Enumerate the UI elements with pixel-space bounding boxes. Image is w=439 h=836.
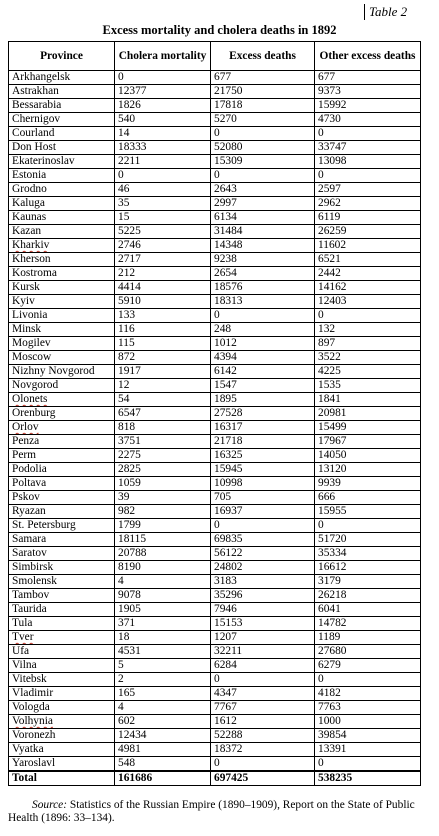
cell-excess: 0: [211, 673, 315, 687]
table-row: [9, 85, 421, 99]
cell-other: 0: [315, 309, 421, 323]
cell-province: Vilna: [9, 659, 115, 673]
cell-excess: 2997: [211, 197, 315, 211]
cell-excess: 1612: [211, 715, 315, 729]
table-row: [9, 239, 421, 253]
cell-cholera: 6547: [115, 407, 211, 421]
cell-other: 13120: [315, 463, 421, 477]
cell-other: 33747: [315, 141, 421, 155]
table-row: [9, 701, 421, 715]
cell-province: Vologda: [9, 701, 115, 715]
cell-province: [9, 715, 115, 729]
cell-province: Astrakhan: [9, 85, 115, 99]
table-row: [9, 421, 421, 435]
cell-other: 35334: [315, 547, 421, 561]
cell-excess: 6284: [211, 659, 315, 673]
cell-cholera: 1917: [115, 365, 211, 379]
source-label: Source:: [32, 799, 68, 811]
cell-province: Perm: [9, 449, 115, 463]
cell-other: 2962: [315, 197, 421, 211]
cell-other: 1841: [315, 393, 421, 407]
cell-other: 0: [315, 673, 421, 687]
table-row: [9, 645, 421, 659]
cell-cholera: 1059: [115, 477, 211, 491]
cell-province: Kursk: [9, 281, 115, 295]
table-row: [9, 155, 421, 169]
table-row: [9, 295, 421, 309]
cell-province: Taurida: [9, 603, 115, 617]
cell-excess: 705: [211, 491, 315, 505]
cell-other: 132: [315, 323, 421, 337]
cell-province: Kaluga: [9, 197, 115, 211]
cell-other: 897: [315, 337, 421, 351]
mortality-table: [8, 41, 421, 786]
spellcheck-marked-text: Olonets: [12, 393, 48, 405]
cell-cholera: 18333: [115, 141, 211, 155]
cell-province: Orenburg: [9, 407, 115, 421]
table-row: [9, 603, 421, 617]
cell-other: 17967: [315, 435, 421, 449]
cell-province: Kherson: [9, 253, 115, 267]
table-row: [9, 323, 421, 337]
cell-cholera: 4: [115, 701, 211, 715]
cell-excess: 6142: [211, 365, 315, 379]
cell-cholera: 54: [115, 393, 211, 407]
cell-other: 666: [315, 491, 421, 505]
cell-other: 39854: [315, 729, 421, 743]
cell-cholera: 1799: [115, 519, 211, 533]
cell-cholera: 818: [115, 421, 211, 435]
table-row: [9, 561, 421, 575]
table-row: [9, 71, 421, 85]
cell-province: [9, 421, 115, 435]
cell-province: Estonia: [9, 169, 115, 183]
cell-excess: 2654: [211, 267, 315, 281]
cell-excess: 0: [211, 309, 315, 323]
cell-province: Ryazan: [9, 505, 115, 519]
cell-other: 13391: [315, 743, 421, 757]
cell-cholera: 12: [115, 379, 211, 393]
cell-other: 6041: [315, 603, 421, 617]
cell-cholera: 3751: [115, 435, 211, 449]
cell-province: Minsk: [9, 323, 115, 337]
table-row: [9, 253, 421, 267]
table-row: [9, 505, 421, 519]
cell-province: Novgorod: [9, 379, 115, 393]
cell-excess: 16325: [211, 449, 315, 463]
cell-other: 4730: [315, 113, 421, 127]
cell-province: Kostroma: [9, 267, 115, 281]
cell-province: Livonia: [9, 309, 115, 323]
table-row: [9, 365, 421, 379]
total-row: [9, 771, 421, 786]
cell-other: 4225: [315, 365, 421, 379]
cell-cholera: 4531: [115, 645, 211, 659]
cell-other: 13098: [315, 155, 421, 169]
table-row: [9, 743, 421, 757]
table-row: [9, 715, 421, 729]
cell-cholera: 35: [115, 197, 211, 211]
table-row: [9, 393, 421, 407]
cell-province: Bessarabia: [9, 99, 115, 113]
cell-cholera: 133: [115, 309, 211, 323]
cell-excess: 52080: [211, 141, 315, 155]
cell-other: 12403: [315, 295, 421, 309]
cell-cholera: 2275: [115, 449, 211, 463]
table-row: [9, 127, 421, 141]
cell-other: 16612: [315, 561, 421, 575]
cell-other: 1189: [315, 631, 421, 645]
header-excess-deaths: Excess deaths: [211, 42, 315, 71]
cell-province: Don Host: [9, 141, 115, 155]
cell-cholera: 212: [115, 267, 211, 281]
cell-province: Nizhny Novgorod: [9, 365, 115, 379]
cell-other: 11602: [315, 239, 421, 253]
cell-province: Simbirsk: [9, 561, 115, 575]
cell-province: [9, 631, 115, 645]
cell-excess: 21718: [211, 435, 315, 449]
cell-cholera: 602: [115, 715, 211, 729]
cell-cholera: 12377: [115, 85, 211, 99]
cell-other: 0: [315, 169, 421, 183]
cell-province: St. Petersburg: [9, 519, 115, 533]
cell-other: 4182: [315, 687, 421, 701]
cell-cholera: 5910: [115, 295, 211, 309]
table-row: [9, 197, 421, 211]
cell-cholera: 20788: [115, 547, 211, 561]
cell-excess: 14348: [211, 239, 315, 253]
header-other-excess-deaths: Other excess deaths: [315, 42, 421, 71]
cell-province: Courland: [9, 127, 115, 141]
cell-other: 2442: [315, 267, 421, 281]
cell-cholera: 116: [115, 323, 211, 337]
cell-excess: 0: [211, 169, 315, 183]
cell-province: Voronezh: [9, 729, 115, 743]
cell-other: 0: [315, 757, 421, 772]
table-row: [9, 281, 421, 295]
cell-cholera: 18115: [115, 533, 211, 547]
source-text: Statistics of the Russian Empire (1890–1909), Report on the State of Public Health (1896: 33–134).: [8, 799, 415, 824]
cell-province: Podolia: [9, 463, 115, 477]
table-row: [9, 351, 421, 365]
cell-cholera: 2211: [115, 155, 211, 169]
cell-excess: 31484: [211, 225, 315, 239]
table-row: [9, 225, 421, 239]
cell-excess: 9238: [211, 253, 315, 267]
cell-cholera: 14: [115, 127, 211, 141]
total-excess: 697425: [211, 771, 315, 786]
cell-cholera: 9078: [115, 589, 211, 603]
cell-province: Kyiv: [9, 295, 115, 309]
spellcheck-marked-text: Tver: [12, 631, 34, 643]
spellcheck-marked-text: Volhynia: [12, 715, 53, 727]
table-row: [9, 211, 421, 225]
cell-excess: 7946: [211, 603, 315, 617]
cell-excess: 16937: [211, 505, 315, 519]
total-other: 538235: [315, 771, 421, 786]
cell-cholera: 0: [115, 169, 211, 183]
cell-cholera: 39: [115, 491, 211, 505]
cell-excess: 1012: [211, 337, 315, 351]
cell-province: Penza: [9, 435, 115, 449]
cell-excess: 52288: [211, 729, 315, 743]
cell-other: 9939: [315, 477, 421, 491]
cell-excess: 6134: [211, 211, 315, 225]
cell-cholera: 2717: [115, 253, 211, 267]
cell-province: Vyatka: [9, 743, 115, 757]
cell-province: Moscow: [9, 351, 115, 365]
cell-excess: 35296: [211, 589, 315, 603]
cell-other: 3179: [315, 575, 421, 589]
cell-excess: 15309: [211, 155, 315, 169]
cell-other: 7763: [315, 701, 421, 715]
cell-excess: 7767: [211, 701, 315, 715]
cell-other: 6279: [315, 659, 421, 673]
cell-excess: 3183: [211, 575, 315, 589]
cell-other: 6521: [315, 253, 421, 267]
cell-other: 14782: [315, 617, 421, 631]
table-row: [9, 267, 421, 281]
cell-excess: 4347: [211, 687, 315, 701]
cell-other: 0: [315, 519, 421, 533]
cell-other: 26218: [315, 589, 421, 603]
cell-other: 15499: [315, 421, 421, 435]
cell-excess: 15153: [211, 617, 315, 631]
cell-cholera: 46: [115, 183, 211, 197]
table-row: [9, 533, 421, 547]
cell-province: Tula: [9, 617, 115, 631]
table-row: [9, 519, 421, 533]
cell-cholera: 982: [115, 505, 211, 519]
cell-cholera: 2: [115, 673, 211, 687]
cell-cholera: 12434: [115, 729, 211, 743]
table-row: [9, 435, 421, 449]
table-row: [9, 589, 421, 603]
table-title: Excess mortality and cholera deaths in 1892: [102, 23, 337, 37]
table-row: [9, 729, 421, 743]
cell-cholera: 1826: [115, 99, 211, 113]
cell-excess: 1895: [211, 393, 315, 407]
cell-other: 15955: [315, 505, 421, 519]
header-cholera-mortality: Cholera mortality: [115, 42, 211, 71]
total-label: Total: [9, 771, 115, 786]
table-row: [9, 113, 421, 127]
cell-other: 6119: [315, 211, 421, 225]
cell-excess: 677: [211, 71, 315, 85]
table-row: [9, 309, 421, 323]
cell-other: 2597: [315, 183, 421, 197]
table-row: [9, 575, 421, 589]
cell-excess: 15945: [211, 463, 315, 477]
cell-province: [9, 239, 115, 253]
cell-cholera: 4: [115, 575, 211, 589]
table-row: [9, 477, 421, 491]
cell-other: 677: [315, 71, 421, 85]
cell-cholera: 18: [115, 631, 211, 645]
table-row: [9, 183, 421, 197]
cell-province: Smolensk: [9, 575, 115, 589]
header-province: Province: [9, 42, 115, 71]
cell-excess: 17818: [211, 99, 315, 113]
table-row: [9, 687, 421, 701]
table-row: [9, 463, 421, 477]
cell-province: Vladimir: [9, 687, 115, 701]
cell-excess: 0: [211, 757, 315, 772]
cell-excess: 5270: [211, 113, 315, 127]
cell-other: 14050: [315, 449, 421, 463]
cell-excess: 24802: [211, 561, 315, 575]
cell-other: 51720: [315, 533, 421, 547]
cell-excess: 248: [211, 323, 315, 337]
cell-province: Mogilev: [9, 337, 115, 351]
table-row: [9, 491, 421, 505]
table-row: [9, 379, 421, 393]
cell-excess: 4394: [211, 351, 315, 365]
cell-excess: 1207: [211, 631, 315, 645]
cell-cholera: 165: [115, 687, 211, 701]
cell-other: 0: [315, 127, 421, 141]
cell-province: [9, 393, 115, 407]
source-note: [8, 799, 428, 825]
cell-excess: 18372: [211, 743, 315, 757]
cell-cholera: 2746: [115, 239, 211, 253]
table-row: [9, 659, 421, 673]
table-row: [9, 169, 421, 183]
cell-cholera: 8190: [115, 561, 211, 575]
cell-other: 27680: [315, 645, 421, 659]
cell-other: 26259: [315, 225, 421, 239]
cell-province: Poltava: [9, 477, 115, 491]
cell-province: Samara: [9, 533, 115, 547]
cell-province: Vitebsk: [9, 673, 115, 687]
cell-cholera: 0: [115, 71, 211, 85]
cell-excess: 0: [211, 127, 315, 141]
spellcheck-marked-text: Orlov: [12, 421, 39, 433]
cell-province: Chernigov: [9, 113, 115, 127]
table-row: [9, 337, 421, 351]
cell-cholera: 15: [115, 211, 211, 225]
cell-cholera: 2825: [115, 463, 211, 477]
cell-cholera: 4981: [115, 743, 211, 757]
table-row: [9, 617, 421, 631]
table-row: [9, 449, 421, 463]
cell-excess: 21750: [211, 85, 315, 99]
cell-excess: 69835: [211, 533, 315, 547]
cell-province: Tambov: [9, 589, 115, 603]
cell-province: Yaroslavl: [9, 757, 115, 772]
cell-cholera: 548: [115, 757, 211, 772]
cell-other: 9373: [315, 85, 421, 99]
cell-other: 1000: [315, 715, 421, 729]
cell-cholera: 540: [115, 113, 211, 127]
cell-cholera: 4414: [115, 281, 211, 295]
cell-cholera: 872: [115, 351, 211, 365]
cell-excess: 32211: [211, 645, 315, 659]
table-row: [9, 673, 421, 687]
cell-excess: 56122: [211, 547, 315, 561]
table-row: [9, 757, 421, 772]
cell-excess: 0: [211, 519, 315, 533]
cell-province: Ufa: [9, 645, 115, 659]
cell-other: 3522: [315, 351, 421, 365]
cell-other: 1535: [315, 379, 421, 393]
cell-cholera: 5: [115, 659, 211, 673]
cell-province: Pskov: [9, 491, 115, 505]
spellcheck-marked-text: Kharkiv: [12, 239, 50, 251]
header-row: [9, 42, 421, 71]
cell-province: Kazan: [9, 225, 115, 239]
table-row: [9, 547, 421, 561]
cell-other: 15992: [315, 99, 421, 113]
total-cholera: 161686: [115, 771, 211, 786]
cell-province: Grodno: [9, 183, 115, 197]
table-number-label: Table 2: [364, 4, 407, 20]
cell-cholera: 371: [115, 617, 211, 631]
cell-cholera: 1905: [115, 603, 211, 617]
cell-cholera: 115: [115, 337, 211, 351]
cell-excess: 27528: [211, 407, 315, 421]
cell-excess: 18576: [211, 281, 315, 295]
table-row: [9, 407, 421, 421]
cell-excess: 18313: [211, 295, 315, 309]
table-row: [9, 631, 421, 645]
cell-excess: 1547: [211, 379, 315, 393]
cell-other: 14162: [315, 281, 421, 295]
table-body: [9, 71, 421, 772]
cell-province: Saratov: [9, 547, 115, 561]
table-row: [9, 99, 421, 113]
table-row: [9, 141, 421, 155]
cell-province: Ekaterinoslav: [9, 155, 115, 169]
cell-province: Arkhangelsk: [9, 71, 115, 85]
cell-province: Kaunas: [9, 211, 115, 225]
cell-other: 20981: [315, 407, 421, 421]
cell-excess: 2643: [211, 183, 315, 197]
cell-excess: 16317: [211, 421, 315, 435]
cell-excess: 10998: [211, 477, 315, 491]
cell-cholera: 5225: [115, 225, 211, 239]
